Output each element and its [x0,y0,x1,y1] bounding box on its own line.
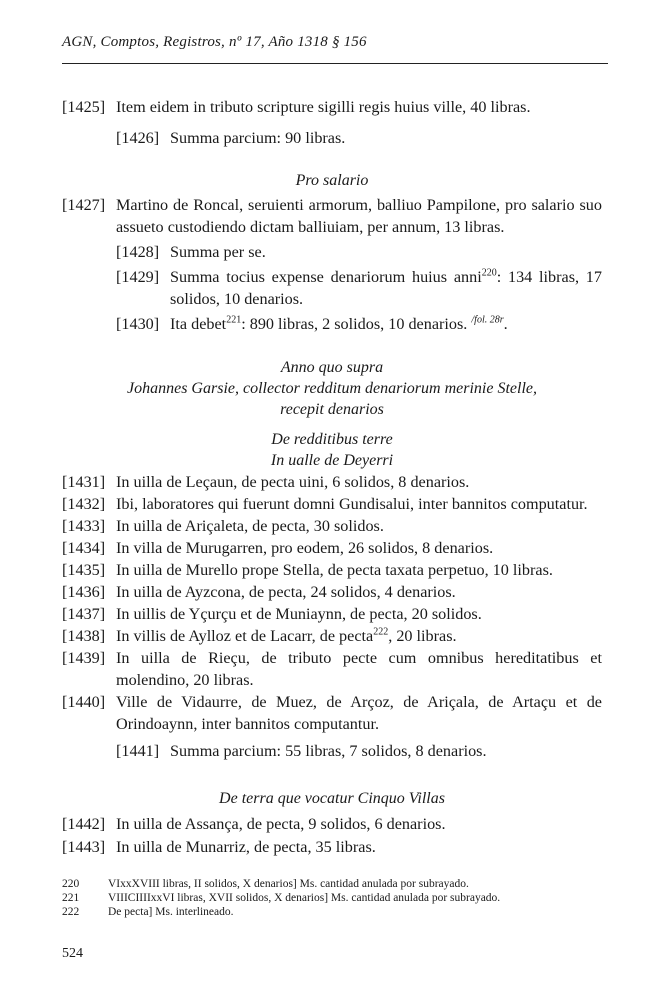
footnote-222 [62,905,234,919]
entry-text-part: In villis de Aylloz et de Lacarr, de pecta [116,627,374,645]
entry-text [170,266,602,310]
entry-text: In uilla de Rieçu, de tributo pecte cum omnibus hereditatibus et molendino, 20 libras. [116,649,602,689]
entry-number: [1426] [116,129,160,147]
entry-1429 [116,266,602,310]
footnote-221 [62,891,500,905]
entry-1425 [62,96,602,118]
entry-text-part: . [503,315,508,333]
entry-number: [1427] [62,196,106,214]
heading-ualle: In ualle de Deyerri [270,452,394,469]
entry-1437 [62,603,602,625]
entry-number: [1439] [62,649,106,667]
entry-number: [1440] [62,693,106,711]
entry-text: Summa parcium: 55 libras, 7 solidos, 8 denarios. [170,742,487,760]
footnote-ref-220[interactable]: 220 [481,267,497,279]
heading-redditibus: De redditibus terre [271,431,393,448]
entry-text: Martino de Roncal, seruienti armorum, balliuo Pampilone, pro salario suo assueto custodiendo dictam balliuiam, per annum, 13 libras. [116,196,602,236]
entry-number: [1438] [62,627,106,645]
entry-number: [1436] [62,583,106,601]
entry-number: [1433] [62,517,106,535]
heading-cinquo-villas: De terra que vocatur Cinquo Villas [219,790,445,807]
entry-text: Ville de Vidaurre, de Muez, de Arçoz, de Ariçala, de Artaçu et de Orindoaynn, inter bannitos computantur. [116,693,602,733]
entry-text: Summa parcium: 90 libras. [170,129,346,147]
entry-1441 [116,740,602,762]
entry-number: [1425] [62,98,106,116]
heading-anno: Anno quo supra [280,359,384,376]
entry-text-part: Summa tocius expense denariorum huius anni [170,268,482,286]
entry-text-part: Ita debet [170,315,227,333]
entry-1433 [62,515,602,537]
entry-1430 [116,313,602,335]
entry-1436 [62,581,602,603]
entry-number: [1431] [62,473,106,491]
entry-1426 [116,127,602,149]
entry-number: [1437] [62,605,106,623]
entry-text [170,313,602,335]
entry-text: In uilla de Assança, de pecta, 9 solidos, 6 denarios. [116,815,446,833]
footnote-number: 220 [62,878,80,890]
entry-1440 [62,691,602,735]
entry-text: In uilla de Murello prope Stella, de pecta taxata perpetuo, 10 libras. [116,561,553,579]
entry-text: In uilla de Leçaun, de pecta uini, 6 solidos, 8 denarios. [116,473,470,491]
entry-text: Summa per se. [170,243,266,261]
footnote-220 [62,877,469,891]
heading-johannes-2: recepit denarios [280,401,384,418]
entry-text: In uilla de Munarriz, de pecta, 35 libras. [116,838,376,856]
entry-number: [1442] [62,815,106,833]
footnote-text: VIxxXVIII libras, II solidos, X denarios] Ms. cantidad anulada por subrayado. [108,878,469,890]
entry-number: [1435] [62,561,106,579]
entry-1442 [62,813,602,835]
entry-1431 [62,471,602,493]
entry-text [116,625,602,647]
entry-text-part: , 20 libras. [388,627,457,645]
footnote-ref-221[interactable]: 221 [226,314,242,326]
entry-number: [1441] [116,742,160,760]
entry-text: In uilla de Ayzcona, de pecta, 24 solidos, 4 denarios. [116,583,456,601]
footnote-text: De pecta] Ms. interlineado. [108,906,234,918]
entry-1435 [62,559,602,581]
footnote-number: 221 [62,892,80,904]
entry-1438 [62,625,602,647]
entry-text-part: : 134 libras, 17 solidos, 10 denarios. [170,268,602,308]
footnote-ref-222[interactable]: 222 [373,626,389,638]
entry-number: [1443] [62,838,106,856]
entry-number: [1430] [116,315,160,333]
entry-1427 [62,194,602,238]
header-rule [62,63,608,64]
entry-1443 [62,836,602,858]
entry-number: [1432] [62,495,106,513]
entry-text: In uilla de Ariçaleta, de pecta, 30 solidos. [116,517,384,535]
entry-text-part: : 890 libras, 2 solidos, 10 denarios. [241,315,472,333]
entry-text: Ibi, laboratores qui fuerunt domni Gundisalui, inter bannitos computatur. [116,495,588,513]
running-header: AGN, Comptos, Registros, nº 17, Año 1318 § 156 [62,34,367,50]
footnote-number: 222 [62,906,80,918]
heading-pro-salario: Pro salario [295,172,369,189]
entry-text: In villa de Murugarren, pro eodem, 26 solidos, 8 denarios. [116,539,494,557]
folio-marker: /fol. 28r [471,314,504,326]
entry-1434 [62,537,602,559]
page-number: 524 [62,946,83,961]
entry-text: In uillis de Yçurçu et de Muniaynn, de pecta, 20 solidos. [116,605,482,623]
footnote-text: VIIICIIIIxxVI libras, XVII solidos, X denarios] Ms. cantidad anulada por subrayado. [108,892,501,904]
entry-1439 [62,647,602,691]
entry-number: [1429] [116,268,160,286]
entry-text: Item eidem in tributo scripture sigilli regis huius ville, 40 libras. [116,98,531,116]
entry-number: [1428] [116,243,160,261]
entry-number: [1434] [62,539,106,557]
entry-1432 [62,493,602,515]
entry-1428 [116,241,602,263]
heading-johannes-1: Johannes Garsie, collector redditum denariorum merinie Stelle, [127,380,537,397]
